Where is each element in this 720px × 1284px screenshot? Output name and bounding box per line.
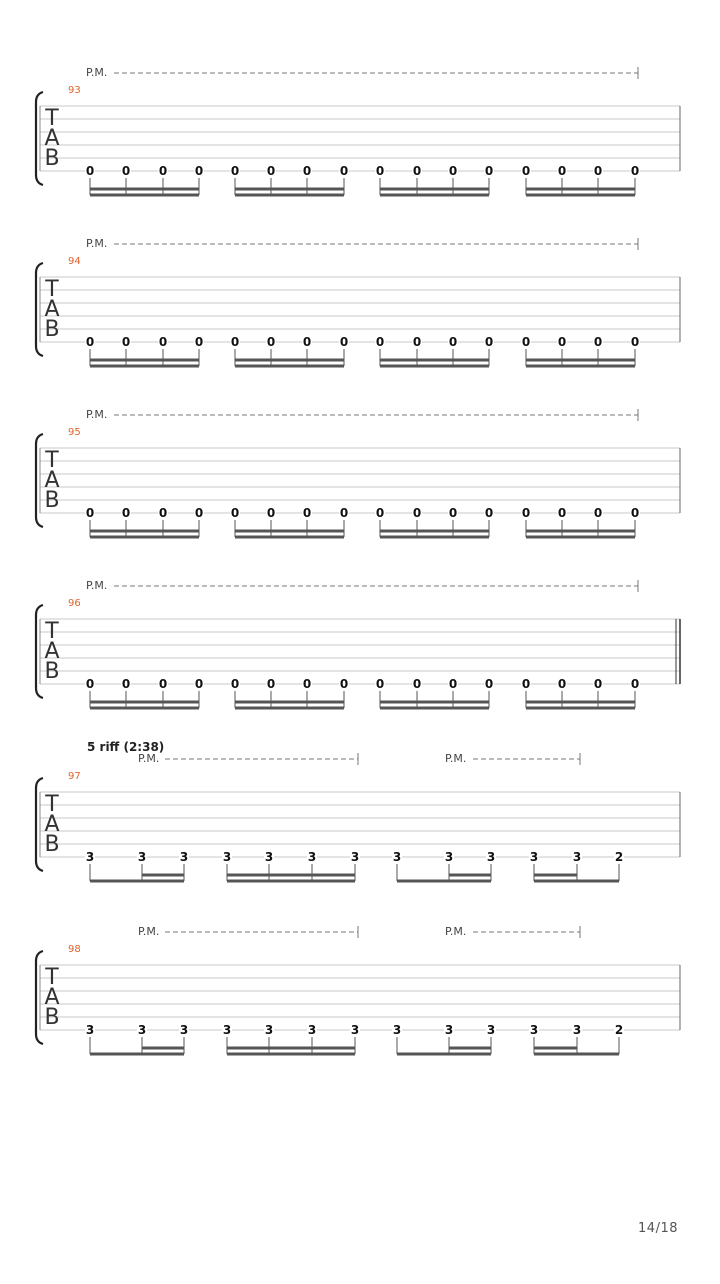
fret-number: 3 (486, 1023, 496, 1037)
page-indicator: 14/18 (638, 1221, 678, 1236)
fret-number: 0 (630, 677, 640, 691)
fret-number: 3 (392, 850, 402, 864)
fret-number: 0 (593, 164, 603, 178)
fret-number: 0 (230, 164, 240, 178)
fret-number: 0 (630, 164, 640, 178)
fret-number: 0 (375, 335, 385, 349)
fret-number: 3 (307, 1023, 317, 1037)
tab-clef-letter: T (45, 792, 59, 817)
tab-clef-letter: B (44, 317, 60, 342)
palm-mute-label: P.M. (86, 237, 108, 250)
fret-number: 3 (350, 850, 360, 864)
tab-clef-letter: A (44, 297, 60, 322)
tab-clef-letter: T (45, 619, 59, 644)
fret-number: 0 (339, 164, 349, 178)
fret-number: 3 (137, 1023, 147, 1037)
fret-number: 3 (222, 850, 232, 864)
measure-number: 93 (68, 85, 81, 96)
fret-number: 0 (412, 677, 422, 691)
fret-number: 0 (158, 677, 168, 691)
tab-system (36, 925, 680, 1054)
tab-clef-letter: B (44, 832, 60, 857)
tab-clef-letter: T (45, 965, 59, 990)
fret-number: 3 (444, 1023, 454, 1037)
fret-number: 0 (158, 506, 168, 520)
fret-number: 0 (521, 164, 531, 178)
fret-number: 0 (85, 506, 95, 520)
fret-number: 3 (572, 1023, 582, 1037)
tab-clef-letter: B (44, 659, 60, 684)
fret-number: 0 (484, 677, 494, 691)
fret-number: 0 (85, 677, 95, 691)
fret-number: 3 (444, 850, 454, 864)
measure-number: 97 (68, 771, 81, 782)
palm-mute-label: P.M. (86, 579, 108, 592)
measure-number: 94 (68, 256, 81, 267)
section-label: 5 riff (2:38) (87, 740, 165, 754)
fret-number: 0 (412, 164, 422, 178)
fret-number: 0 (521, 335, 531, 349)
fret-number: 0 (557, 335, 567, 349)
tab-system (36, 408, 680, 537)
fret-number: 3 (179, 1023, 189, 1037)
tab-clef-letter: A (44, 812, 60, 837)
fret-number: 0 (194, 506, 204, 520)
fret-number: 0 (302, 335, 312, 349)
fret-number: 0 (121, 164, 131, 178)
fret-number: 0 (85, 335, 95, 349)
palm-mute-label: P.M. (445, 925, 467, 938)
fret-number: 0 (339, 335, 349, 349)
palm-mute-label: P.M. (86, 66, 108, 79)
tab-clef-letter: A (44, 468, 60, 493)
fret-number: 0 (266, 164, 276, 178)
fret-number: 3 (486, 850, 496, 864)
tab-system (36, 579, 680, 708)
fret-number: 0 (302, 677, 312, 691)
fret-number: 0 (593, 677, 603, 691)
fret-number: 2 (614, 850, 624, 864)
fret-number: 0 (557, 506, 567, 520)
fret-number: 0 (630, 335, 640, 349)
fret-number: 0 (521, 677, 531, 691)
fret-number: 3 (222, 1023, 232, 1037)
tab-clef-letter: B (44, 146, 60, 171)
fret-number: 0 (121, 677, 131, 691)
fret-number: 0 (302, 506, 312, 520)
fret-number: 3 (307, 850, 317, 864)
measure-number: 96 (68, 598, 81, 609)
tab-clef-letter: T (45, 106, 59, 131)
tab-clef-letter: T (45, 448, 59, 473)
fret-number: 0 (484, 164, 494, 178)
tab-clef-letter: A (44, 639, 60, 664)
fret-number: 0 (521, 506, 531, 520)
fret-number: 0 (412, 506, 422, 520)
fret-number: 0 (266, 677, 276, 691)
fret-number: 3 (137, 850, 147, 864)
fret-number: 0 (375, 164, 385, 178)
tab-clef-letter: B (44, 1005, 60, 1030)
fret-number: 2 (614, 1023, 624, 1037)
fret-number: 0 (158, 335, 168, 349)
fret-number: 0 (121, 335, 131, 349)
fret-number: 0 (194, 677, 204, 691)
fret-number: 0 (85, 164, 95, 178)
fret-number: 0 (593, 335, 603, 349)
fret-number: 3 (572, 850, 582, 864)
fret-number: 0 (230, 677, 240, 691)
fret-number: 0 (484, 335, 494, 349)
fret-number: 0 (557, 164, 567, 178)
fret-number: 0 (448, 335, 458, 349)
fret-number: 0 (194, 164, 204, 178)
fret-number: 0 (230, 506, 240, 520)
tab-clef-letter: A (44, 985, 60, 1010)
fret-number: 3 (529, 850, 539, 864)
palm-mute-label: P.M. (138, 925, 160, 938)
fret-number: 3 (529, 1023, 539, 1037)
fret-number: 0 (375, 506, 385, 520)
measure-number: 95 (68, 427, 81, 438)
fret-number: 0 (230, 335, 240, 349)
fret-number: 0 (339, 677, 349, 691)
tab-system (36, 740, 680, 881)
fret-number: 0 (557, 677, 567, 691)
fret-number: 0 (302, 164, 312, 178)
fret-number: 0 (121, 506, 131, 520)
fret-number: 0 (158, 164, 168, 178)
fret-number: 3 (264, 850, 274, 864)
fret-number: 3 (264, 1023, 274, 1037)
fret-number: 3 (85, 850, 95, 864)
tab-clef-letter: A (44, 126, 60, 151)
fret-number: 0 (266, 506, 276, 520)
measure-number: 98 (68, 944, 81, 955)
fret-number: 0 (412, 335, 422, 349)
fret-number: 0 (448, 506, 458, 520)
fret-number: 0 (339, 506, 349, 520)
palm-mute-label: P.M. (445, 752, 467, 765)
fret-number: 0 (375, 677, 385, 691)
tab-clef-letter: B (44, 488, 60, 513)
fret-number: 0 (484, 506, 494, 520)
palm-mute-label: P.M. (86, 408, 108, 421)
fret-number: 0 (194, 335, 204, 349)
tab-clef-letter: T (45, 277, 59, 302)
fret-number: 3 (85, 1023, 95, 1037)
tab-system (36, 66, 680, 195)
tab-system (36, 237, 680, 366)
fret-number: 0 (448, 164, 458, 178)
fret-number: 3 (392, 1023, 402, 1037)
fret-number: 3 (350, 1023, 360, 1037)
fret-number: 0 (630, 506, 640, 520)
palm-mute-label: P.M. (138, 752, 160, 765)
fret-number: 0 (266, 335, 276, 349)
fret-number: 0 (593, 506, 603, 520)
fret-number: 0 (448, 677, 458, 691)
fret-number: 3 (179, 850, 189, 864)
